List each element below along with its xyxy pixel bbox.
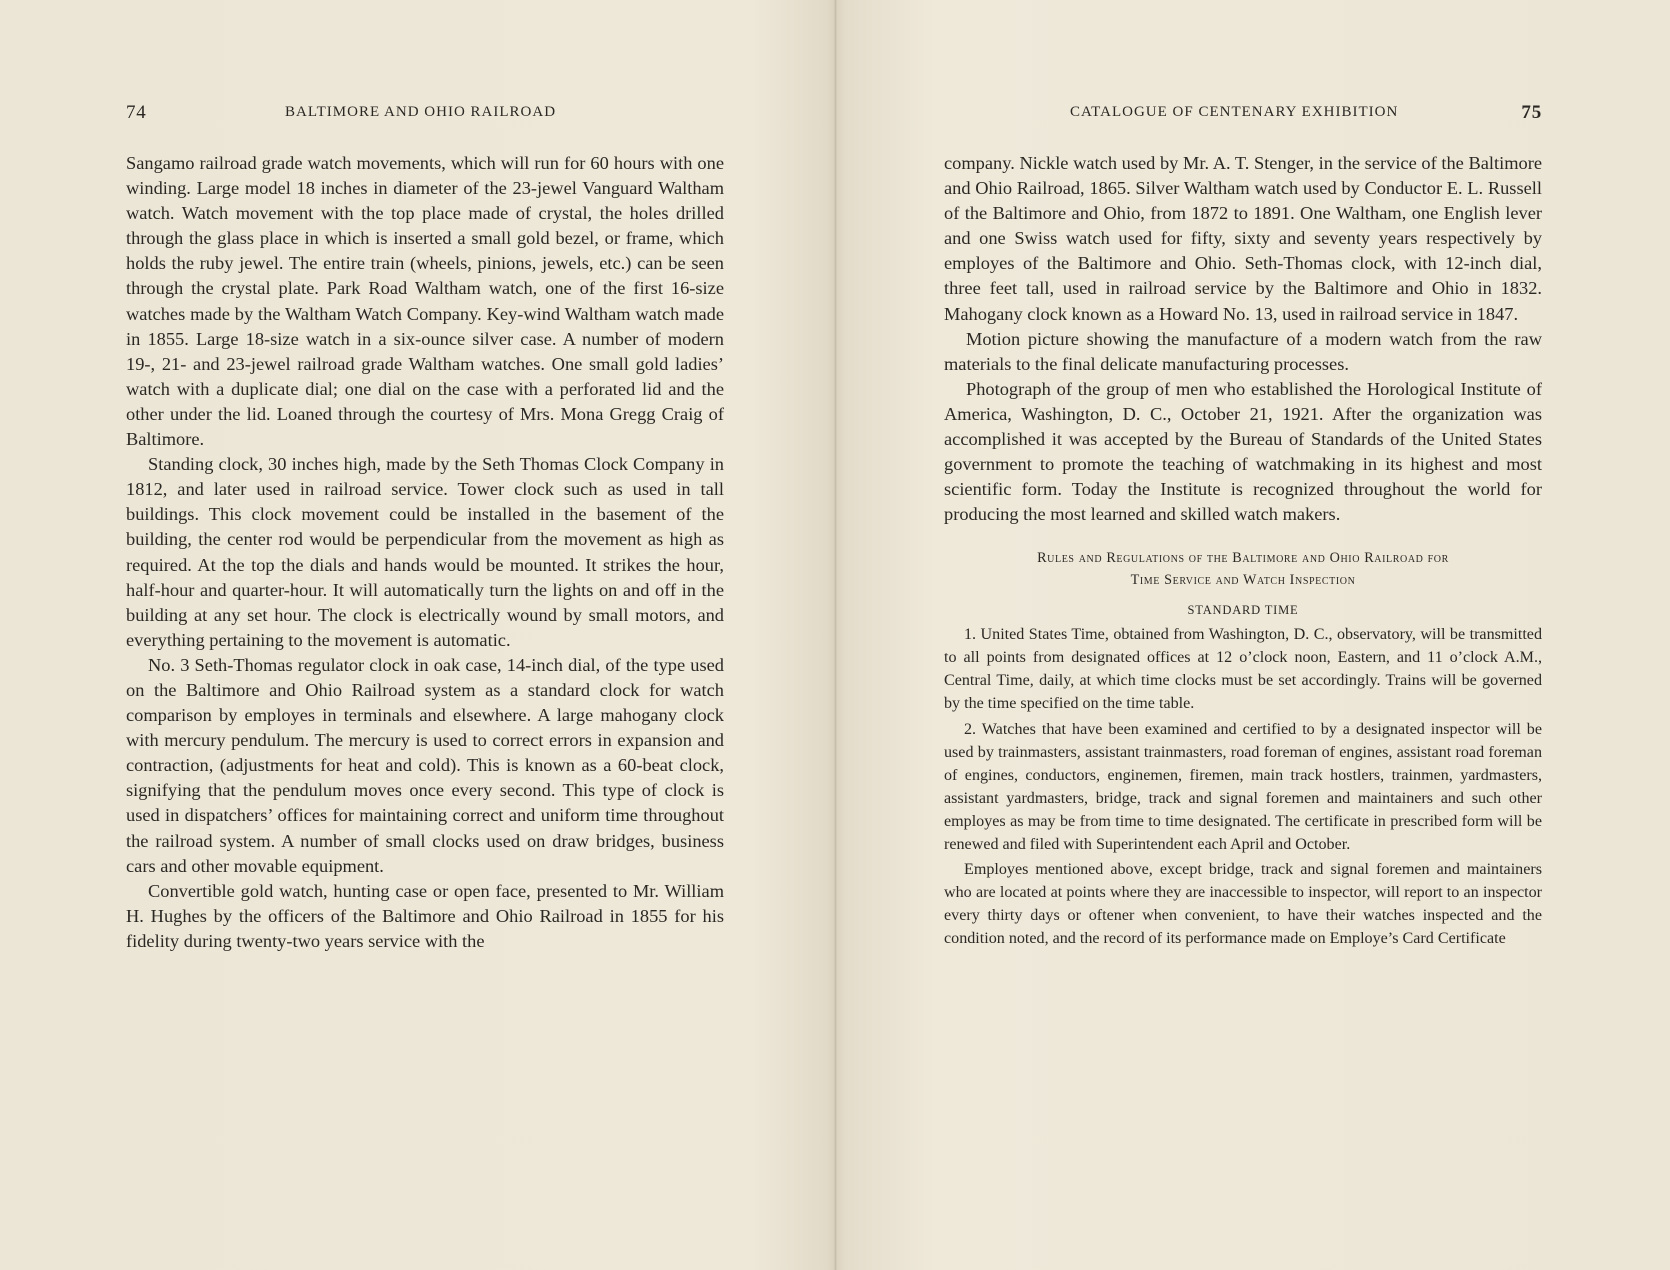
paragraph: Convertible gold watch, hunting case or open face, presented to Mr. William H. Hughes by the officers of the Baltimore and Ohio Railroad in 1855 for his fidelity during twenty-two years service with the [126, 880, 724, 951]
left-running-title: BALTIMORE AND OHIO RAILROAD [285, 104, 557, 120]
rule-paragraph: 1. United States Time, obtained from Washington, D. C., observatory, will be transmitted to all points from designated offices at 12 o’clock noon, Eastern, and 11 o’clock A.M., Central Time, daily, at which time clocks must be set accordingly. Trains will be governed by the time specified on the time table. [944, 626, 1542, 713]
left-running-head [126, 102, 724, 126]
paragraph: Photograph of the group of men who established the Horological Institute of America, Washington, D. C., October 21, 1921. After the organization was accomplished it was accepted by the Bureau of Standards of the United States government to promote the teaching of watchmaking in its highest and most scientific form. Today the Institute is recognized throughout the world for producing the most learned and skilled watch makers. [944, 378, 1542, 525]
section-heading-line: Time Service and Watch Inspection [1130, 572, 1356, 589]
right-running-head [944, 102, 1542, 126]
rules-text [944, 624, 1542, 951]
standard-time-subheading: STANDARD TIME [1187, 603, 1299, 618]
rule-paragraph: 2. Watches that have been examined and certified to by a designated inspector will be used by trainmasters, assistant trainmasters, road foreman of engines, assistant road foreman of engines, conductors, enginemen, firemen, main track hostlers, trainmen, yardmasters, assistant yardmasters, bridge, track and signal foremen and maintainers and such other employes as may be from time to time designated. The certificate in prescribed form will be renewed and filed with Superintendent each April and October. [944, 721, 1542, 853]
section-heading [944, 547, 1542, 591]
right-page-body [944, 151, 1542, 951]
section-heading-line: Rules and Regulations of the Baltimore and Ohio Railroad for [1037, 550, 1449, 567]
paragraph: Sangamo railroad grade watch movements, which will run for 60 hours with one winding. Large model 18 inches in diameter of the 23-jewel Vanguard Waltham watch. Watch movement with the top place made of crystal, the holes drilled through the glass place in which is inserted a small gold bezel, or frame, which holds the ruby jewel. The entire train (wheels, pinions, jewels, etc.) can be seen through the crystal plate. Park Road Waltham watch, one of the first 16-size watches made by the Waltham Watch Company. Key-wind Waltham watch made in 1855. Large 18-size watch in a six-ounce silver case. A number of modern 19-, 21- and 23-jewel railroad grade Waltham watches. One small gold ladies’ watch with a duplicate dial; one dial on the case with a perforated lid and the other under the lid. Loaned through the courtesy of Mrs. Mona Gregg Craig of Baltimore. [126, 153, 724, 450]
right-page [944, 0, 1542, 1270]
book-gutter [834, 0, 837, 1270]
paragraph: Standing clock, 30 inches high, made by the Seth Thomas Clock Company in 1812, and later used in railroad service. Tower clock such as used in tall buildings. This clock movement could be installed in the basement of the building, the center rod would be perpendicular from the movement as high as required. At the top the dials and hands would be mounted. It strikes the hour, half-hour and quarter-hour. It will automatically turn the lights on and off in the building at any set hour. The clock is electrically wound by small motors, and everything pertaining to the movement is automatic. [126, 454, 724, 650]
left-page [126, 0, 724, 1270]
right-page-number: 75 [1521, 102, 1542, 123]
left-page-number: 74 [126, 102, 147, 123]
paragraph: company. Nickle watch used by Mr. A. T. Stenger, in the service of the Baltimore and Ohio Railroad, 1865. Silver Waltham watch used by Conductor E. L. Russell of the Baltimore and Ohio, from 1872 to 1891. One Waltham, one English lever and one Swiss watch used for fifty, sixty and seventy years respectively by employes of the Baltimore and Ohio. Seth-Thomas clock, with 12-inch dial, three feet tall, used in railroad service by the Baltimore and Ohio in 1832. Mahogany clock known as a Howard No. 13, used in railroad service in 1847. [944, 153, 1542, 324]
rule-paragraph: Employes mentioned above, except bridge, track and signal foremen and maintainers who are located at points where they are inaccessible to inspector, will report to an inspector every thirty days or oftener when convenient, to have their watches inspected and the condition noted, and the record of its performance made on Employe’s Card Certificate [944, 861, 1542, 948]
left-page-body [126, 151, 724, 954]
paragraph: No. 3 Seth-Thomas regulator clock in oak case, 14-inch dial, of the type used on the Baltimore and Ohio Railroad system as a standard clock for watch comparison by employes in terminals and elsewhere. A large mahogany clock with mercury pendulum. The mercury is used to correct errors in expansion and contraction, (adjustments for heat and cold). This is known as a 60-beat clock, signifying that the pendulum moves once every second. This type of clock is used in dispatchers’ offices for maintaining correct and uniform time throughout the railroad system. A number of small clocks used on draw bridges, business cars and other movable equipment. [126, 654, 724, 876]
paragraph: Motion picture showing the manufacture of a modern watch from the raw materials to the final delicate manufacturing processes. [944, 328, 1542, 374]
right-running-title: CATALOGUE OF CENTENARY EXHIBITION [1070, 104, 1399, 120]
right-catalogue-text [944, 151, 1542, 527]
